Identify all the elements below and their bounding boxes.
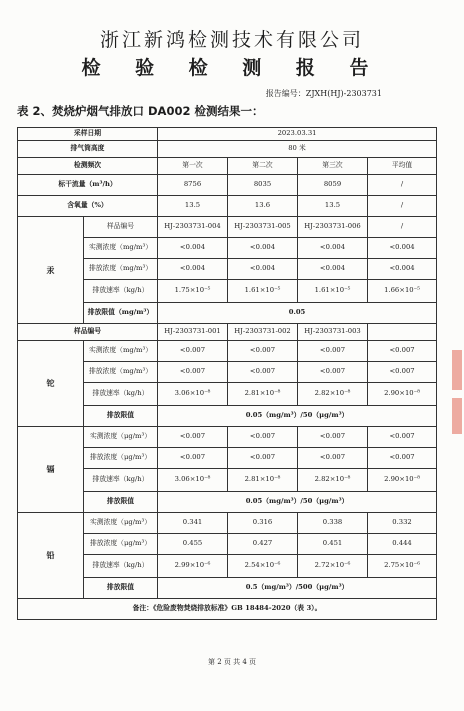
table-row: [18, 128, 437, 141]
sample-date-value: 2023.03.31: [158, 128, 437, 141]
table-row: [18, 141, 437, 158]
results-table: [17, 127, 437, 620]
value-cell: /: [368, 196, 437, 217]
pollutant-name-tl: 铊: [18, 341, 84, 427]
value-cell: 0.427: [228, 534, 298, 555]
table-row: [18, 513, 437, 534]
value-cell: HJ-2303731-006: [298, 217, 368, 238]
value-cell: HJ-2303731-003: [298, 324, 368, 341]
value-cell: <0.007: [158, 427, 228, 448]
value-cell: <0.004: [298, 259, 368, 280]
pollutant-name-cd: 镉: [18, 427, 84, 513]
row-label: 排放浓度（μg/m³）: [84, 534, 158, 555]
value-cell: /: [368, 175, 437, 196]
row-label: 排放浓度（mg/m³）: [84, 362, 158, 383]
table-row: [18, 599, 437, 620]
freq-cell: 第一次: [158, 158, 228, 175]
report-title: 检 验 检 测 报 告: [81, 57, 383, 79]
value-cell: 2.75×10⁻⁶: [368, 555, 437, 578]
value-cell: <0.007: [368, 427, 437, 448]
value-cell: <0.007: [158, 362, 228, 383]
value-cell: <0.007: [298, 341, 368, 362]
value-cell: 2.81×10⁻⁸: [228, 469, 298, 492]
value-cell: 1.61×10⁻⁵: [228, 280, 298, 303]
value-cell: 0.332: [368, 513, 437, 534]
flow-label: 标干流量（m³/h）: [18, 175, 158, 196]
company-name: 浙江新鸿检测技术有限公司: [99, 29, 364, 51]
value-cell: <0.007: [158, 448, 228, 469]
value-cell: 8035: [228, 175, 298, 196]
value-cell: 0.316: [228, 513, 298, 534]
value-cell: 8059: [298, 175, 368, 196]
table-row: [18, 196, 437, 217]
value-cell: 3.06×10⁻⁸: [158, 469, 228, 492]
value-cell: /: [368, 217, 437, 238]
red-stamp-edge: [452, 350, 462, 390]
value-cell: 8756: [158, 175, 228, 196]
value-cell: <0.007: [228, 362, 298, 383]
oxygen-label: 含氧量（%）: [18, 196, 158, 217]
value-cell: 2.90×10⁻⁸: [368, 383, 437, 406]
value-cell: 1.66×10⁻⁵: [368, 280, 437, 303]
value-cell: <0.004: [228, 259, 298, 280]
row-label: 排放速率（kg/h）: [84, 280, 158, 303]
red-stamp-edge: [452, 398, 462, 434]
value-cell: 0.338: [298, 513, 368, 534]
freq-cell: 第三次: [298, 158, 368, 175]
page-footer: 第 2 页 共 4 页: [207, 658, 257, 666]
freq-cell: 平均值: [368, 158, 437, 175]
row-label: 实测浓度（μg/m³）: [84, 513, 158, 534]
value-cell: 13.5: [298, 196, 368, 217]
value-cell: 2.54×10⁻⁶: [228, 555, 298, 578]
value-cell: HJ-2303731-002: [228, 324, 298, 341]
remarks: 备注：《危险废物焚烧排放标准》GB 18484-2020（表 3）。: [18, 599, 437, 620]
value-cell: HJ-2303731-001: [158, 324, 228, 341]
limit-value: 0.05（mg/m³）/50（μg/m³）: [158, 406, 437, 427]
value-cell: 2.99×10⁻⁶: [158, 555, 228, 578]
value-cell: <0.004: [368, 259, 437, 280]
value-cell: 1.61×10⁻⁵: [298, 280, 368, 303]
value-cell: 3.06×10⁻⁸: [158, 383, 228, 406]
value-cell: 13.5: [158, 196, 228, 217]
value-cell: 0.455: [158, 534, 228, 555]
value-cell: <0.004: [298, 238, 368, 259]
freq-label: 检测频次: [18, 158, 158, 175]
value-cell: [368, 324, 437, 341]
value-cell: 0.451: [298, 534, 368, 555]
value-cell: 2.90×10⁻⁸: [368, 469, 437, 492]
limit-value: 0.5（mg/m³）/500（μg/m³）: [158, 578, 437, 599]
value-cell: <0.007: [228, 448, 298, 469]
value-cell: <0.007: [368, 341, 437, 362]
value-cell: <0.004: [158, 259, 228, 280]
table-row: [18, 158, 437, 175]
table-title: 表 2、焚烧炉烟气排放口 DA002 检测结果一：: [17, 104, 264, 118]
value-cell: <0.007: [298, 362, 368, 383]
limit-value: 0.05（mg/m³）/50（μg/m³）: [158, 492, 437, 513]
value-cell: <0.004: [228, 238, 298, 259]
row-label: 排放限值: [84, 492, 158, 513]
value-cell: 2.72×10⁻⁶: [298, 555, 368, 578]
table-row: [18, 217, 437, 238]
row-label: 排放速率（kg/h）: [84, 383, 158, 406]
value-cell: HJ-2303731-005: [228, 217, 298, 238]
value-cell: <0.004: [158, 238, 228, 259]
row-label: 排放速率（kg/h）: [84, 469, 158, 492]
value-cell: <0.007: [368, 448, 437, 469]
row-label: 排放浓度（mg/m³）: [84, 259, 158, 280]
value-cell: 0.444: [368, 534, 437, 555]
value-cell: 2.82×10⁻⁸: [298, 469, 368, 492]
value-cell: 1.75×10⁻⁵: [158, 280, 228, 303]
limit-value: 0.05: [158, 303, 437, 324]
freq-cell: 第二次: [228, 158, 298, 175]
stack-height-value: 80 米: [158, 141, 437, 158]
value-cell: <0.007: [228, 427, 298, 448]
sample-date-label: 采样日期: [18, 128, 158, 141]
value-cell: 13.6: [228, 196, 298, 217]
value-cell: 0.341: [158, 513, 228, 534]
stack-height-label: 排气筒高度: [18, 141, 158, 158]
row-label: 排放浓度（μg/m³）: [84, 448, 158, 469]
table-row: [18, 175, 437, 196]
value-cell: <0.007: [158, 341, 228, 362]
report-number: 报告编号：ZJXH(HJ)-2303731: [265, 89, 382, 98]
value-cell: 2.82×10⁻⁸: [298, 383, 368, 406]
row-label: 排放限值: [84, 406, 158, 427]
pollutant-name-hg: 汞: [18, 217, 84, 324]
value-cell: HJ-2303731-004: [158, 217, 228, 238]
row-label: 实测浓度（mg/m³）: [84, 341, 158, 362]
value-cell: 2.81×10⁻⁸: [228, 383, 298, 406]
row-label: 实测浓度（μg/m³）: [84, 427, 158, 448]
sample-no-label: 样品编号: [18, 324, 158, 341]
value-cell: <0.007: [298, 448, 368, 469]
row-label: 排放限值（mg/m³）: [84, 303, 158, 324]
row-label: 排放速率（kg/h）: [84, 555, 158, 578]
row-label: 排放限值: [84, 578, 158, 599]
table-row: [18, 427, 437, 448]
pollutant-name-pb: 铅: [18, 513, 84, 599]
value-cell: <0.004: [368, 238, 437, 259]
table-row: [18, 324, 437, 341]
table-row: [18, 341, 437, 362]
row-label: 实测浓度（mg/m³）: [84, 238, 158, 259]
value-cell: <0.007: [298, 427, 368, 448]
value-cell: <0.007: [228, 341, 298, 362]
value-cell: <0.007: [368, 362, 437, 383]
row-label: 样品编号: [84, 217, 158, 238]
